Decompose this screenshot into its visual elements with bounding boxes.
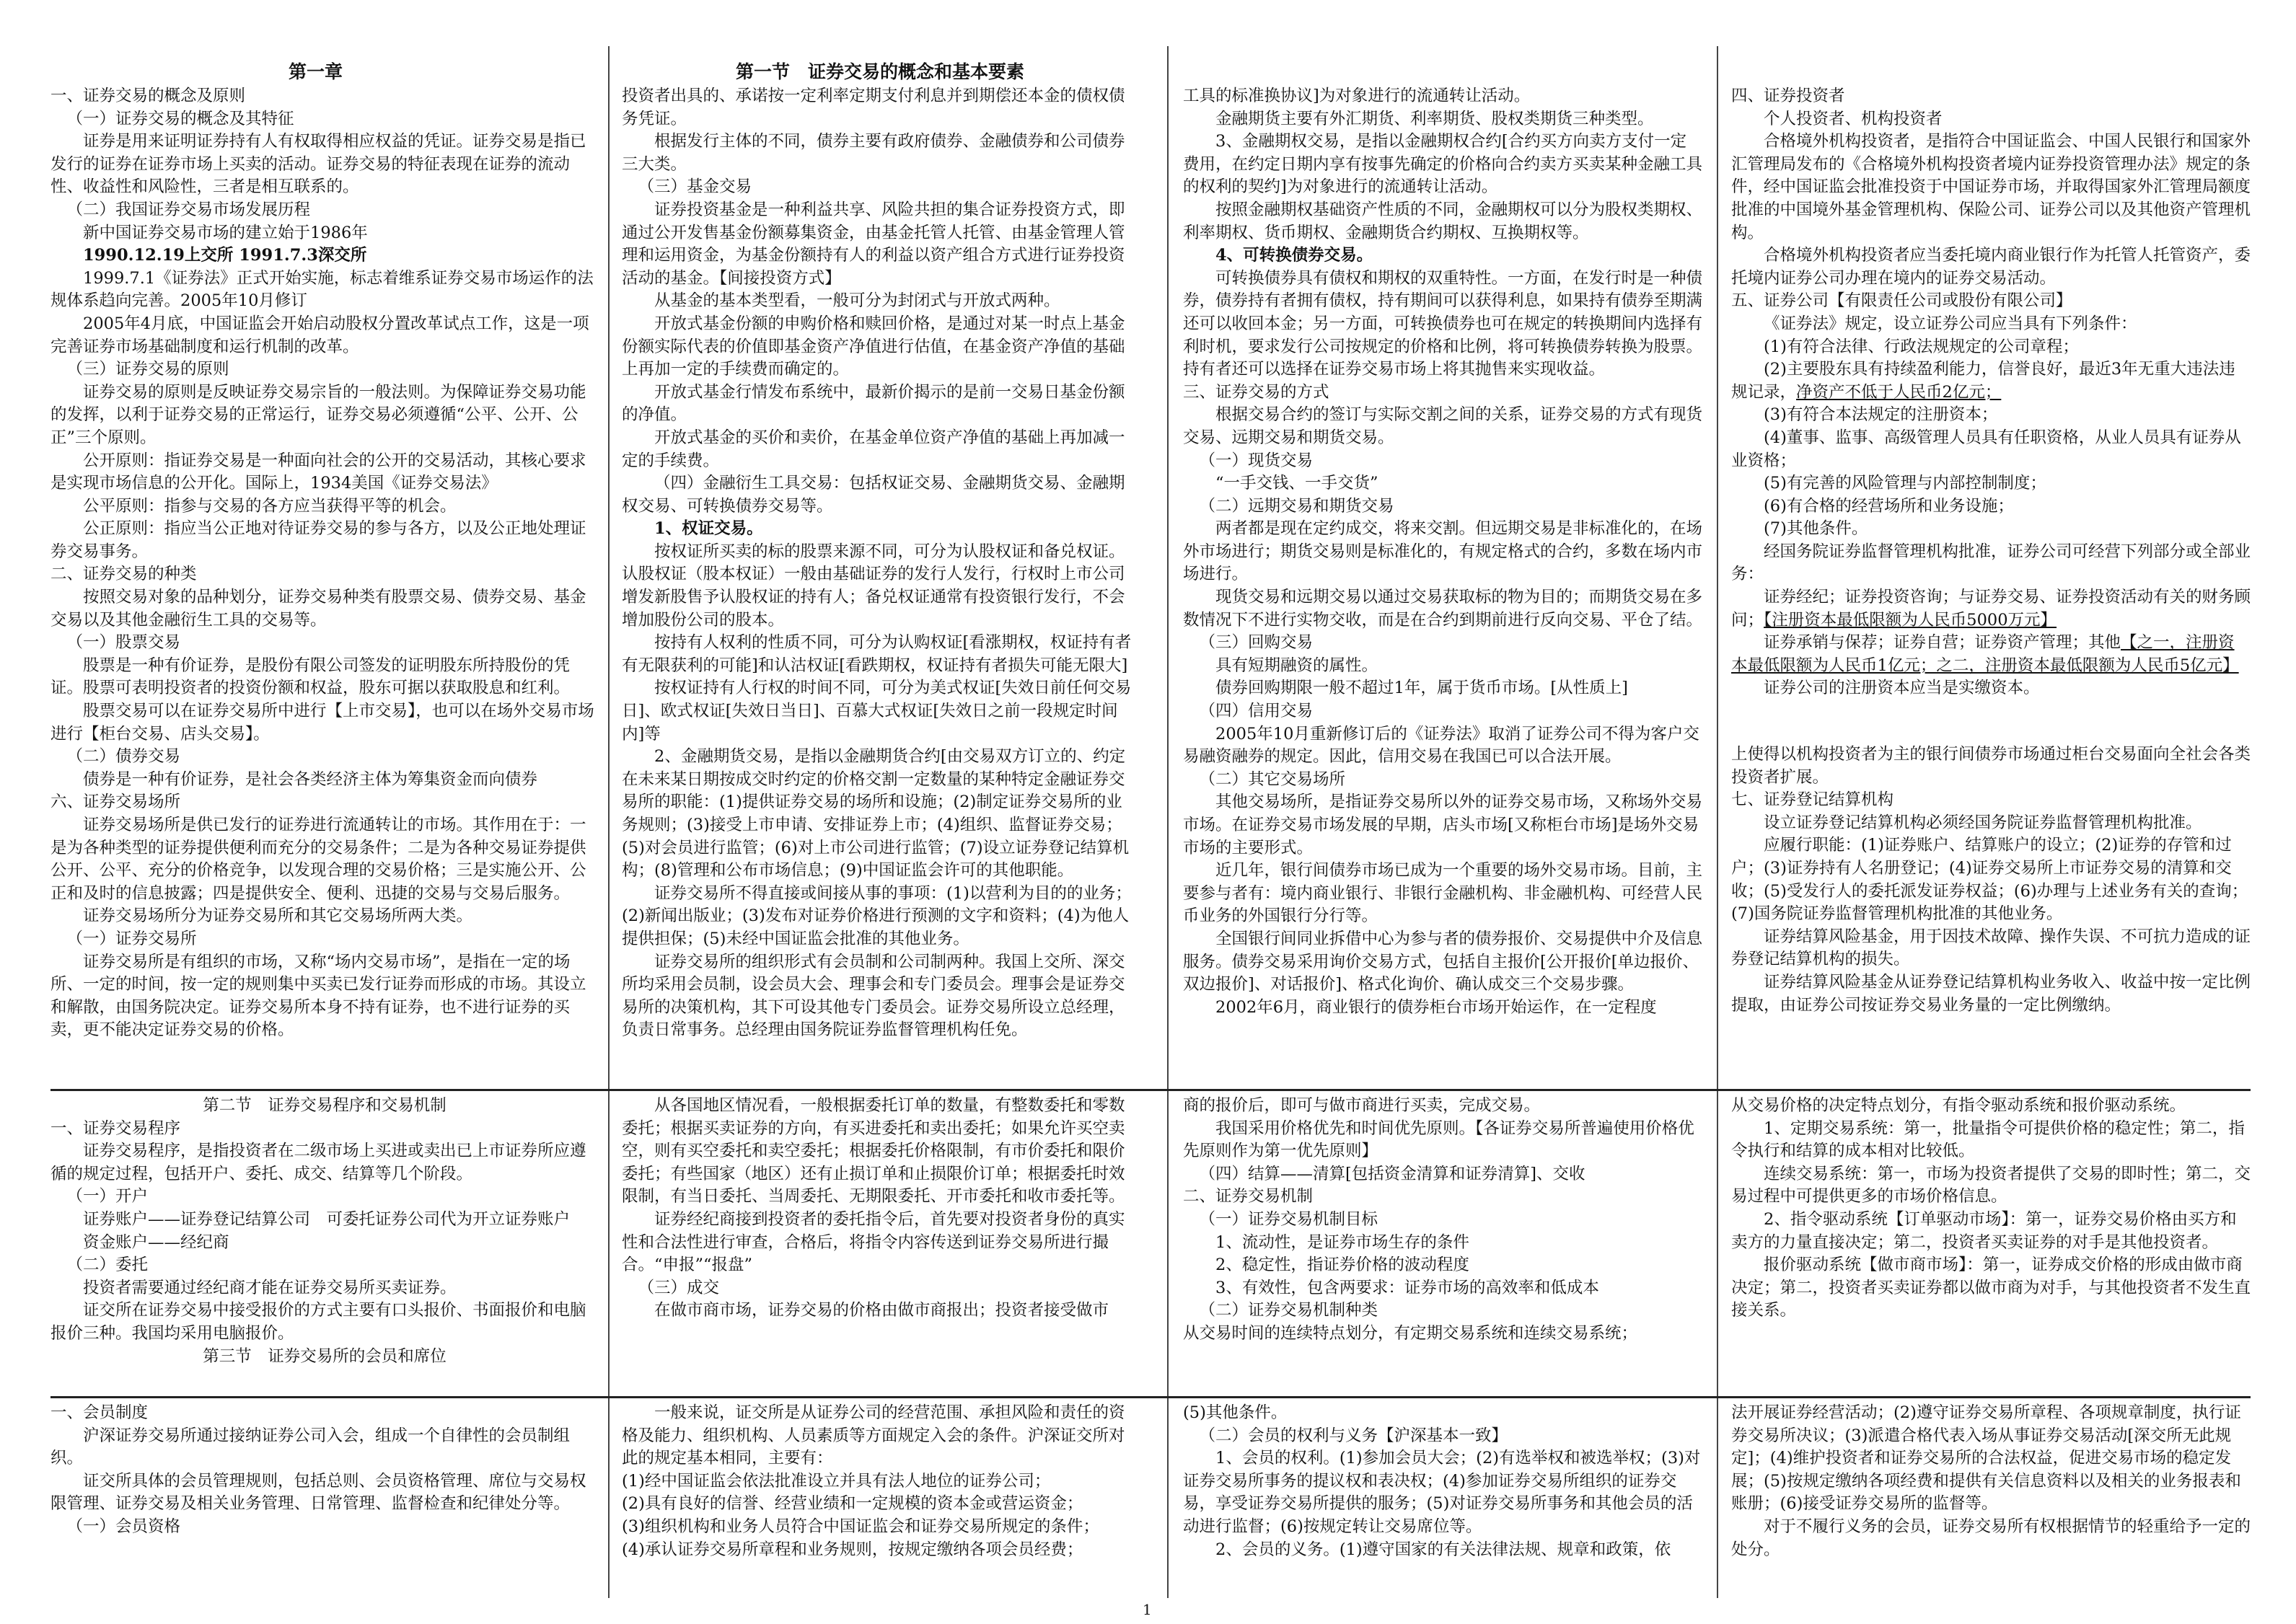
paragraph bbox=[1731, 632, 2251, 677]
row-divider bbox=[50, 1089, 2251, 1091]
section-title: 第二节 证券交易程序和交易机制 bbox=[203, 1096, 447, 1115]
paragraph: 债券回购期限一般不超过1年，属于货币市场。[从性质上] bbox=[1215, 679, 1628, 698]
paragraph: 证券交易的原则是反映证券交易宗旨的一般法则。为保障证券交易功能的发挥，以利于证券交易的正常运行，证券交易必须遵循“公平、公开、公正”三个原则。 bbox=[50, 382, 586, 447]
paragraph: 证券结算风险基金，用于因技术故障、操作失误、不可抗力造成的证券登记结算机构的损失。 bbox=[1731, 927, 2251, 969]
paragraph: 从交易时间的连续特点划分，有定期交易系统和连续交易系统； bbox=[1183, 1323, 1638, 1343]
heading: 二、证券交易机制 bbox=[1183, 1187, 1314, 1206]
paragraph: 连续交易系统：第一，市场为投资者提供了交易的即时性；第二，交易过程中可提供更多的市场价格信息。 bbox=[1731, 1164, 2251, 1206]
column-4-middle bbox=[1731, 1095, 2251, 1323]
paragraph: 股票是一种有价证券，是股份有限公司签发的证明股东所持股份的凭证。股票可表明投资者的投资份额和权益，股东可据以获取股息和红利。 bbox=[50, 656, 571, 698]
paragraph: 证券账户——证券登记结算公司 可委托证券公司代为开立证券账户 bbox=[83, 1209, 571, 1229]
paragraph: 证券公司的注册资本应当是实缴资本。 bbox=[1764, 679, 2040, 698]
column-2-top bbox=[622, 85, 1138, 1042]
paragraph: 证券经纪商接到投资者的委托指令后，首先要对投资者身份的真实性和合法性进行审查，合格后，将指令内容传送到证券交易所进行撮合。“申报”“报盘” bbox=[622, 1209, 1125, 1275]
heading: 一、证券交易的概念及原则 bbox=[50, 87, 246, 105]
subheading: （一）开户 bbox=[66, 1187, 149, 1206]
subheading: （三）证券交易的原则 bbox=[66, 360, 229, 379]
underlined-text: 净资产不低于人民币2亿元； bbox=[1796, 382, 2002, 402]
heading: 三、证券交易的方式 bbox=[1183, 382, 1329, 402]
paragraph: 公平原则：指参与交易的各方应当获得平等的机会。 bbox=[83, 496, 457, 516]
subheading: （一）现货交易 bbox=[1199, 451, 1314, 470]
subheading: （一）证券交易所 bbox=[66, 929, 197, 948]
paragraph: 从基金的基本类型看，一般可分为封闭式与开放式两种。 bbox=[654, 291, 1060, 311]
paragraph: 沪深证券交易所通过接纳证券公司入会，组成一个自律性的会员制组织。 bbox=[50, 1426, 571, 1468]
paragraph: 设立证券登记结算机构必须经国务院证券监督管理机构批准。 bbox=[1764, 813, 2202, 832]
list-item: (5)其他条件。 bbox=[1183, 1403, 1288, 1422]
chapter-title: 第一章 bbox=[289, 61, 343, 82]
paragraph: 合格境外机构投资者应当委托境内商业银行作为托管人托管资产，委托境内证券公司办理在境内的证券交易活动。 bbox=[1731, 246, 2251, 288]
subheading: （四）结算——清算[包括资金清算和证券清算]、交收 bbox=[1199, 1164, 1585, 1183]
paragraph: 3、有效性，包含两要求：证券市场的高效率和低成本 bbox=[1215, 1278, 1599, 1297]
paragraph: 资金账户——经纪商 bbox=[83, 1232, 229, 1252]
paragraph: 法开展证券经营活动；(2)遵守证券交易所章程、各项规章制度，执行证券交易所决议；(3)派遣合格代表入场从事证券交易活动[深交所无此规定]；(4)维护投资者和证券交易所的合法权益，促进交易市场的稳定发展；(5)按规定缴纳各项经费和提供有关信息资料以及相关的业务报表和账册；(6)接受证券交易所的监督等。 bbox=[1731, 1403, 2241, 1514]
heading: 二、证券交易的种类 bbox=[50, 565, 197, 584]
section-title: 第一节 证券交易的概念和基本要素 bbox=[736, 61, 1025, 82]
list-item: (3)组织机构和业务人员符合中国证监会和证券交易所规定的条件； bbox=[622, 1517, 1099, 1536]
paragraph: 从各国地区情况看，一般根据委托订单的数量，有整数委托和零数委托；根据买卖证券的方向，有买进委托和卖出委托；如果允许买空卖空，则有买空委托和卖空委托；根据委托价格限制，有市价委托和限价委托；有些国家（地区）还有止损订单和止损限价订单；根据委托时效限制，有当日委托、当周委托、无期限委托、开市委托和收市委托等。 bbox=[622, 1096, 1125, 1206]
paragraph: 2002年6月，商业银行的债券柜台市场开始运作，在一定程度 bbox=[1215, 997, 1657, 1017]
paragraph: 证券投资基金是一种利益共享、风险共担的集合证券投资方式，即通过公开发售基金份额募集资金，由基金托管人托管、由基金管理人管理和运用资金，为基金份额持有人的利益以资产组合方式进行证券投资活动的基金。【间接投资方式】 bbox=[622, 200, 1125, 288]
heading: 七、证券登记结算机构 bbox=[1731, 790, 1894, 810]
paragraph: 其他交易场所，是指证券交易所以外的证券交易市场，又称场外交易市场。在证券交易市场发展的早期，店头市场[又称柜台市场]是场外交易市场的主要形式。 bbox=[1183, 793, 1703, 857]
column-4-bottom bbox=[1731, 1402, 2251, 1561]
paragraph: 1、定期交易系统：第一，批量指令可提供价格的稳定性；第二，指令执行和结算的成本相对比较低。 bbox=[1731, 1118, 2245, 1161]
list-item: (6)有合格的经营场所和业务设施； bbox=[1764, 496, 2014, 516]
column-divider bbox=[608, 46, 610, 1598]
subheading: （二）远期交易和期货交易 bbox=[1199, 496, 1394, 516]
paragraph: 金融期货主要有外汇期货、利率期货、股权类期货三种类型。 bbox=[1215, 109, 1654, 128]
list-item: (7)其他条件。 bbox=[1764, 519, 1868, 539]
paragraph: 开放式基金的买价和卖价，在基金单位资产净值的基础上再加减一定的手续费。 bbox=[622, 428, 1125, 470]
paragraph: 合格境外机构投资者，是指符合中国证监会、中国人民银行和国家外汇管理局发布的《合格境外机构投资者境内证券投资管理办法》规定的条件，经中国证监会批准投资于中国证券市场，并取得国家外汇管理局额度批准的中国境外基金管理机构、保险公司、证券公司以及其他资产管理机构。 bbox=[1731, 132, 2251, 242]
paragraph: 一般来说，证交所是从证券公司的经营范围、承担风险和责任的资格及能力、组织机构、人员素质等方面规定入会的条件。沪深证交所对此的规定基本相同，主要有： bbox=[622, 1403, 1125, 1468]
column-1-bottom bbox=[50, 1402, 599, 1539]
column-1-middle bbox=[50, 1095, 599, 1368]
paragraph: 我国采用价格优先和时间优先原则。【各证券交易所普遍使用价格优先原则作为第一优先原则】 bbox=[1183, 1118, 1694, 1161]
page-number: 1 bbox=[1143, 1601, 1152, 1618]
paragraph: 1、流动性，是证券市场生存的条件 bbox=[1215, 1232, 1469, 1252]
section-title: 第三节 证券交易所的会员和席位 bbox=[203, 1346, 447, 1366]
heading: 五、证券公司【有限责任公司或股份有限公司】 bbox=[1731, 291, 2072, 311]
column-2-bottom bbox=[622, 1402, 1138, 1561]
subheading: （四）信用交易 bbox=[1199, 702, 1314, 721]
paragraph: 商的报价后，即可与做市商进行买卖，完成交易。 bbox=[1183, 1096, 1541, 1115]
paragraph: 投资者需要通过经纪商才能在证券交易所买卖证券。 bbox=[83, 1278, 457, 1297]
list-item: (4)董事、监事、高级管理人员具有任职资格，从业人员具有证券从业资格； bbox=[1731, 428, 2241, 470]
column-4-top bbox=[1731, 85, 2251, 1017]
paragraph: 新中国证券交易市场的建立始于1986年 bbox=[83, 223, 368, 242]
heading: 六、证券交易场所 bbox=[50, 793, 181, 812]
paragraph: 证交所在证券交易中接受报价的方式主要有口头报价、书面报价和电脑报价三种。我国均采用电脑报价。 bbox=[50, 1301, 586, 1343]
paragraph: 《证券法》规定，设立证券公司应当具有下列条件： bbox=[1764, 314, 2137, 333]
paragraph-text: 证券经纪；证券投资咨询；与证券交易、证券投资活动有关的财务顾问； bbox=[1731, 588, 2251, 630]
paragraph: 根据发行主体的不同，债券主要有政府债券、金融债券和公司债券三大类。 bbox=[622, 132, 1125, 174]
paragraph: 证券是用来证明证券持有人有权取得相应权益的凭证。证券交易是指已发行的证券在证券市场上买卖的活动。证券交易的特征表现在证券的流动性、收益性和风险性，三者是相互联系的。 bbox=[50, 132, 586, 197]
paragraph: 2005年4月底，中国证监会开始启动股权分置改革试点工作，这是一项完善证券市场基础制度和运行机制的改革。 bbox=[50, 314, 589, 356]
paragraph: 2、稳定性，指证券价格的波动程度 bbox=[1215, 1255, 1469, 1275]
paragraph: 2、金融期货交易，是指以金融期货合约[由交易双方订立的、约定在未来某日期按成交时约定的价格交割一定数量的某种特定金融证券交易所的职能：(1)提供证券交易的场所和设施；(2)制定证券交易所的业务规则；(3)接受上市申请、安排证券上市；(4)组织、监督证券交易；(5)对会员进行监管；(6)对上市公司进行监管；(7)设立证券登记结算机构；(8)管理和公布市场信息；(9)中国证监会许可的其他职能。 bbox=[622, 747, 1130, 881]
paragraph: 证券结算风险基金从证券登记结算机构业务收入、收益中按一定比例提取，由证券公司按证券交易业务量的一定比例缴纳。 bbox=[1731, 972, 2251, 1015]
paragraph: 报价驱动系统【做市商市场】：第一，证券成交价格的形成由做市商决定；第二，投资者买卖证券都以做市商为对手，与其他投资者不发生直接关系。 bbox=[1731, 1255, 2251, 1320]
paragraph-text: 证券承销与保荐；证券自营；证券资产管理；其他 bbox=[1764, 633, 2121, 653]
paragraph: 按照金融期权基础资产性质的不同，金融期权可以分为股权类期权、利率期权、货币期权、金融期货合约期权、互换期权等。 bbox=[1183, 200, 1703, 242]
paragraph: 证交所具体的会员管理规则，包括总则、会员资格管理、席位与交易权限管理、证券交易及相关业务管理、日常管理、监督检查和纪律处分等。 bbox=[50, 1471, 586, 1514]
column-divider bbox=[1167, 46, 1169, 1598]
paragraph: 公开原则：指证券交易是一种面向社会的公开的交易活动，其核心要求是实现市场信息的公开化。国际上，1934美国《证券交易法》 bbox=[50, 451, 586, 493]
paragraph: “一手交钱、一手交货” bbox=[1215, 474, 1378, 493]
paragraph: 3、金融期权交易，是指以金融期权合约[合约买方向卖方支付一定费用，在约定日期内享有按事先确定的价格向合约卖方买卖某种金融工具的权利的契约]为对象进行的流通转让活动。 bbox=[1183, 132, 1703, 197]
paragraph: 证券交易场所分为证券交易所和其它交易场所两大类。 bbox=[83, 906, 473, 926]
paragraph: 现货交易和远期交易以通过交易获取标的物为目的；而期货交易在多数情况下不进行实物交收，而是在合约到期前进行反向交易、平仓了结。 bbox=[1183, 588, 1703, 630]
paragraph: 按权证持有人行权的时间不同，可分为美式权证[失效日前任何交易日]、欧式权证[失效日当日]、百慕大式权证[失效日之前一段规定时间内]等 bbox=[622, 679, 1132, 743]
subheading: （二）其它交易场所 bbox=[1199, 769, 1346, 789]
paragraph: 工具的标准换协议]为对象进行的流通转让活动。 bbox=[1183, 87, 1531, 105]
paragraph: 按持有人权利的性质不同，可分为认购权证[看涨期权，权证持有者有无限获利的可能]和认沽权证[看跌期权，权证持有者损失可能无限大] bbox=[622, 633, 1132, 675]
list-item-text: (2)主要股东具有持续盈利能力，信誉良好，最近3年无重大违法违规记录， bbox=[1731, 360, 2235, 402]
paragraph: 2、指令驱动系统【订单驱动市场】：第一，证券交易价格由买方和卖方的力量直接决定；第二，投资者买卖证券的对手是其他投资者。 bbox=[1731, 1209, 2237, 1252]
paragraph: 上使得以机构投资者为主的银行间债券市场通过柜台交易面向全社会各类投资者扩展。 bbox=[1731, 745, 2251, 787]
paragraph: 投资者出具的、承诺按一定利率定期支付利息并到期偿还本金的债权债务凭证。 bbox=[622, 87, 1125, 128]
column-divider bbox=[1717, 46, 1718, 1598]
heading: 四、证券投资者 bbox=[1731, 87, 1845, 105]
row-divider bbox=[50, 1396, 2251, 1398]
paragraph: （四）金融衍生工具交易：包括权证交易、金融期货交易、金融期权交易、可转换债券交易等。 bbox=[622, 474, 1125, 516]
underlined-text: 【注册资本最低限额为人民币5000万元】 bbox=[1764, 610, 2057, 630]
paragraph: 1、会员的权利。(1)参加会员大会；(2)有选举权和被选举权；(3)对证券交易所事务的提议权和表决权；(4)参加证券交易所组织的证券交易，享受证券交易所提供的服务；(5)对证券交易所事务和其他会员的活动进行监督；(6)按规定转让交易席位等。 bbox=[1183, 1449, 1701, 1536]
column-3-top bbox=[1183, 85, 1702, 1019]
paragraph: 股票交易可以在证券交易所中进行【上市交易】，也可以在场外交易市场进行【柜台交易、店头交易】。 bbox=[50, 702, 594, 743]
heading: 一、会员制度 bbox=[50, 1403, 149, 1422]
paragraph: 全国银行间同业拆借中心为参与者的债券报价、交易提供中介及信息服务。债券交易采用询价交易方式，包括自主报价[公开报价[单边报价、双边报价]、对话报价]、格式化询价、确认成交三个交易步骤。 bbox=[1183, 929, 1703, 994]
paragraph: 开放式基金行情发布系统中，最新价揭示的是前一交易日基金份额的净值。 bbox=[622, 382, 1125, 425]
column-3-middle bbox=[1183, 1095, 1702, 1346]
subheading: （三）基金交易 bbox=[638, 177, 752, 197]
subheading: （二）我国证券交易市场发展历程 bbox=[66, 200, 311, 219]
column-3-bottom bbox=[1183, 1402, 1702, 1561]
paragraph: 1、权证交易。 bbox=[654, 519, 763, 539]
paragraph: 2005年10月重新修订后的《证券法》取消了证券公司不得为客户交易融资融券的规定。因此，信用交易在我国已可以合法开展。 bbox=[1183, 724, 1699, 767]
paragraph: 根据交易合约的签订与实际交割之间的关系，证券交易的方式有现货交易、远期交易和期货交易。 bbox=[1183, 405, 1703, 447]
subheading: （二）债券交易 bbox=[66, 747, 181, 767]
column-2-middle bbox=[622, 1095, 1138, 1323]
paragraph: 证券交易场所是供已发行的证券进行流通转让的市场。其作用在于：一是为各种类型的证券提供便利而充分的交易条件；二是为各种交易证券提供公开、公平、充分的价格竞争，以发现合理的交易价格；三是实施公开、公正和及时的信息披露；四是提供安全、便利、迅捷的交易与交易后服务。 bbox=[50, 816, 586, 903]
subheading: （一）股票交易 bbox=[66, 633, 181, 653]
subheading: （一）证券交易的概念及其特征 bbox=[66, 109, 294, 128]
subheading: （一）会员资格 bbox=[66, 1517, 181, 1536]
paragraph: 经国务院证券监督管理机构批准，证券公司可经营下列部分或全部业务： bbox=[1731, 542, 2251, 584]
paragraph: 证券交易所的组织形式有会员制和公司制两种。我国上交所、深交所均采用会员制，设会员大会、理事会和专门委员会。理事会是证券交易所的决策机构，其下可设其他专门委员会。证券交易所设立总经理，负责日常事务。总经理由国务院证券监督管理机构任免。 bbox=[622, 952, 1125, 1040]
list-item: (4)承认证券交易所章程和业务规则，按规定缴纳各项会员经费； bbox=[622, 1540, 1083, 1559]
subheading: （三）回购交易 bbox=[1199, 633, 1314, 653]
paragraph: 按照交易对象的品种划分，证券交易种类有股票交易、债券交易、基金交易以及其他金融衍生工具的交易等。 bbox=[50, 588, 586, 630]
paragraph: 证券交易所不得直接或间接从事的事项：(1)以营利为目的的业务；(2)新闻出版业；(3)发布对证券价格进行预测的文字和资料；(4)为他人提供担保；(5)未经中国证监会批准的其他业务。 bbox=[622, 883, 1132, 948]
subheading: （二）委托 bbox=[66, 1255, 149, 1275]
list-item: (5)有完善的风险管理与内部控制制度； bbox=[1764, 474, 2046, 493]
list-item: (1)经中国证监会依法批准设立并具有法人地位的证券公司； bbox=[622, 1471, 1051, 1491]
column-1-top bbox=[50, 85, 599, 1042]
paragraph: 近几年，银行间债券市场已成为一个重要的场外交易市场。目前，主要参与者有：境内商业银行、非银行金融机构、非金融机构、可经营人民币业务的外国银行分行等。 bbox=[1183, 861, 1703, 926]
subheading: （一）证券交易机制目标 bbox=[1199, 1209, 1378, 1229]
paragraph: 在做市商市场，证券交易的价格由做市商报出；投资者接受做市 bbox=[654, 1301, 1109, 1320]
subheading: （三）成交 bbox=[638, 1278, 720, 1297]
paragraph: 可转换债券具有债权和期权的双重特性。一方面，在发行时是一种债券，债券持有者拥有债权，持有期间可以获得利息，如果持有债券至期满还可以收回本金；另一方面，可转换债券也可在规定的转换期间内选择有利时机，要求发行公司按规定的价格和比例，将可转换债券转换为股票。持有者还可以选择在证券交易市场上将其抛售来实现收益。 bbox=[1183, 268, 1703, 379]
underlined-text: 【之一，注册资本最低限额为人民币1亿元；之二，注册资本最低限额为人民币5亿元】 bbox=[1731, 633, 2239, 675]
paragraph: 1999.7.1《证券法》正式开始实施，标志着维系证券交易市场运作的法规体系趋向完善。2005年10月修订 bbox=[50, 268, 594, 311]
paragraph bbox=[1731, 586, 2251, 632]
paragraph: 2、会员的义务。(1)遵守国家的有关法律法规、规章和政策，依 bbox=[1215, 1540, 1671, 1559]
paragraph: 个人投资者、机构投资者 bbox=[1764, 109, 1943, 128]
subheading: （二）会员的权利与义务【沪深基本一致】 bbox=[1199, 1426, 1508, 1445]
list-item: (1)有符合法律、行政法规规定的公司章程； bbox=[1764, 337, 2079, 356]
paragraph: 债券是一种有价证券，是社会各类经济主体为筹集资金而向债券 bbox=[83, 769, 538, 789]
list-item bbox=[1731, 358, 2251, 404]
paragraph: 证券交易程序，是指投资者在二级市场上买进或卖出已上市证券所应遵循的规定过程，包括开户、委托、成交、结算等几个阶段。 bbox=[50, 1142, 586, 1183]
paragraph: 对于不履行义务的会员，证券交易所有权根据情节的轻重给予一定的处分。 bbox=[1731, 1517, 2251, 1559]
list-item: (3)有符合本法规定的注册资本； bbox=[1764, 405, 1998, 425]
paragraph: 证券交易所是有组织的市场，又称“场内交易市场”，是指在一定的场所、一定的时间，按一定的规则集中买卖已发行证券而形成的市场。其设立和解散，由国务院决定。证券交易所本身不持有证券，也不进行证券的买卖，更不能决定证券交易的价格。 bbox=[50, 952, 586, 1040]
paragraph: 4、可转换债券交易。 bbox=[1215, 246, 1373, 265]
list-item: (2)具有良好的信誉、经营业绩和一定规模的资本金或营运资金； bbox=[622, 1494, 1083, 1514]
paragraph: 应履行职能：(1)证券账户、结算账户的设立；(2)证券的存管和过户；(3)证券持有人名册登记；(4)证券交易所上市证券交易的清算和交收；(5)受发行人的委托派发证券权益；(6)办理与上述业务有关的查询；(7)国务院证券监督管理机构批准的其他业务。 bbox=[1731, 836, 2248, 924]
paragraph: 两者都是现在定约成交，将来交割。但远期交易是非标准化的，在场外市场进行；期货交易则是标准化的，有规定格式的合约，多数在场内市场进行。 bbox=[1183, 519, 1703, 584]
subheading: （二）证券交易机制种类 bbox=[1199, 1301, 1378, 1320]
paragraph: 公正原则：指应当公正地对待证券交易的参与各方，以及公正地处理证券交易事务。 bbox=[50, 519, 586, 561]
paragraph: 具有短期融资的属性。 bbox=[1215, 656, 1378, 675]
paragraph: 从交易价格的决定特点划分，有指令驱动系统和报价驱动系统。 bbox=[1731, 1096, 2186, 1115]
heading: 一、证券交易程序 bbox=[50, 1118, 181, 1138]
paragraph: 开放式基金份额的申购价格和赎回价格，是通过对某一时点上基金份额实际代表的价值即基金资产净值进行估值，在基金资产净值的基础上再加一定的手续费而确定的。 bbox=[622, 314, 1125, 379]
paragraph: 按权证所买卖的标的股票来源不同，可分为认股权证和备兑权证。认股权证（股本权证）一般由基础证券的发行人发行，行权时上市公司增发新股售予认股权证的持有人；备兑权证通常有投资银行发行，不会增加股份公司的股本。 bbox=[622, 542, 1125, 630]
paragraph: 1990.12.19上交所 1991.7.3深交所 bbox=[83, 246, 367, 265]
